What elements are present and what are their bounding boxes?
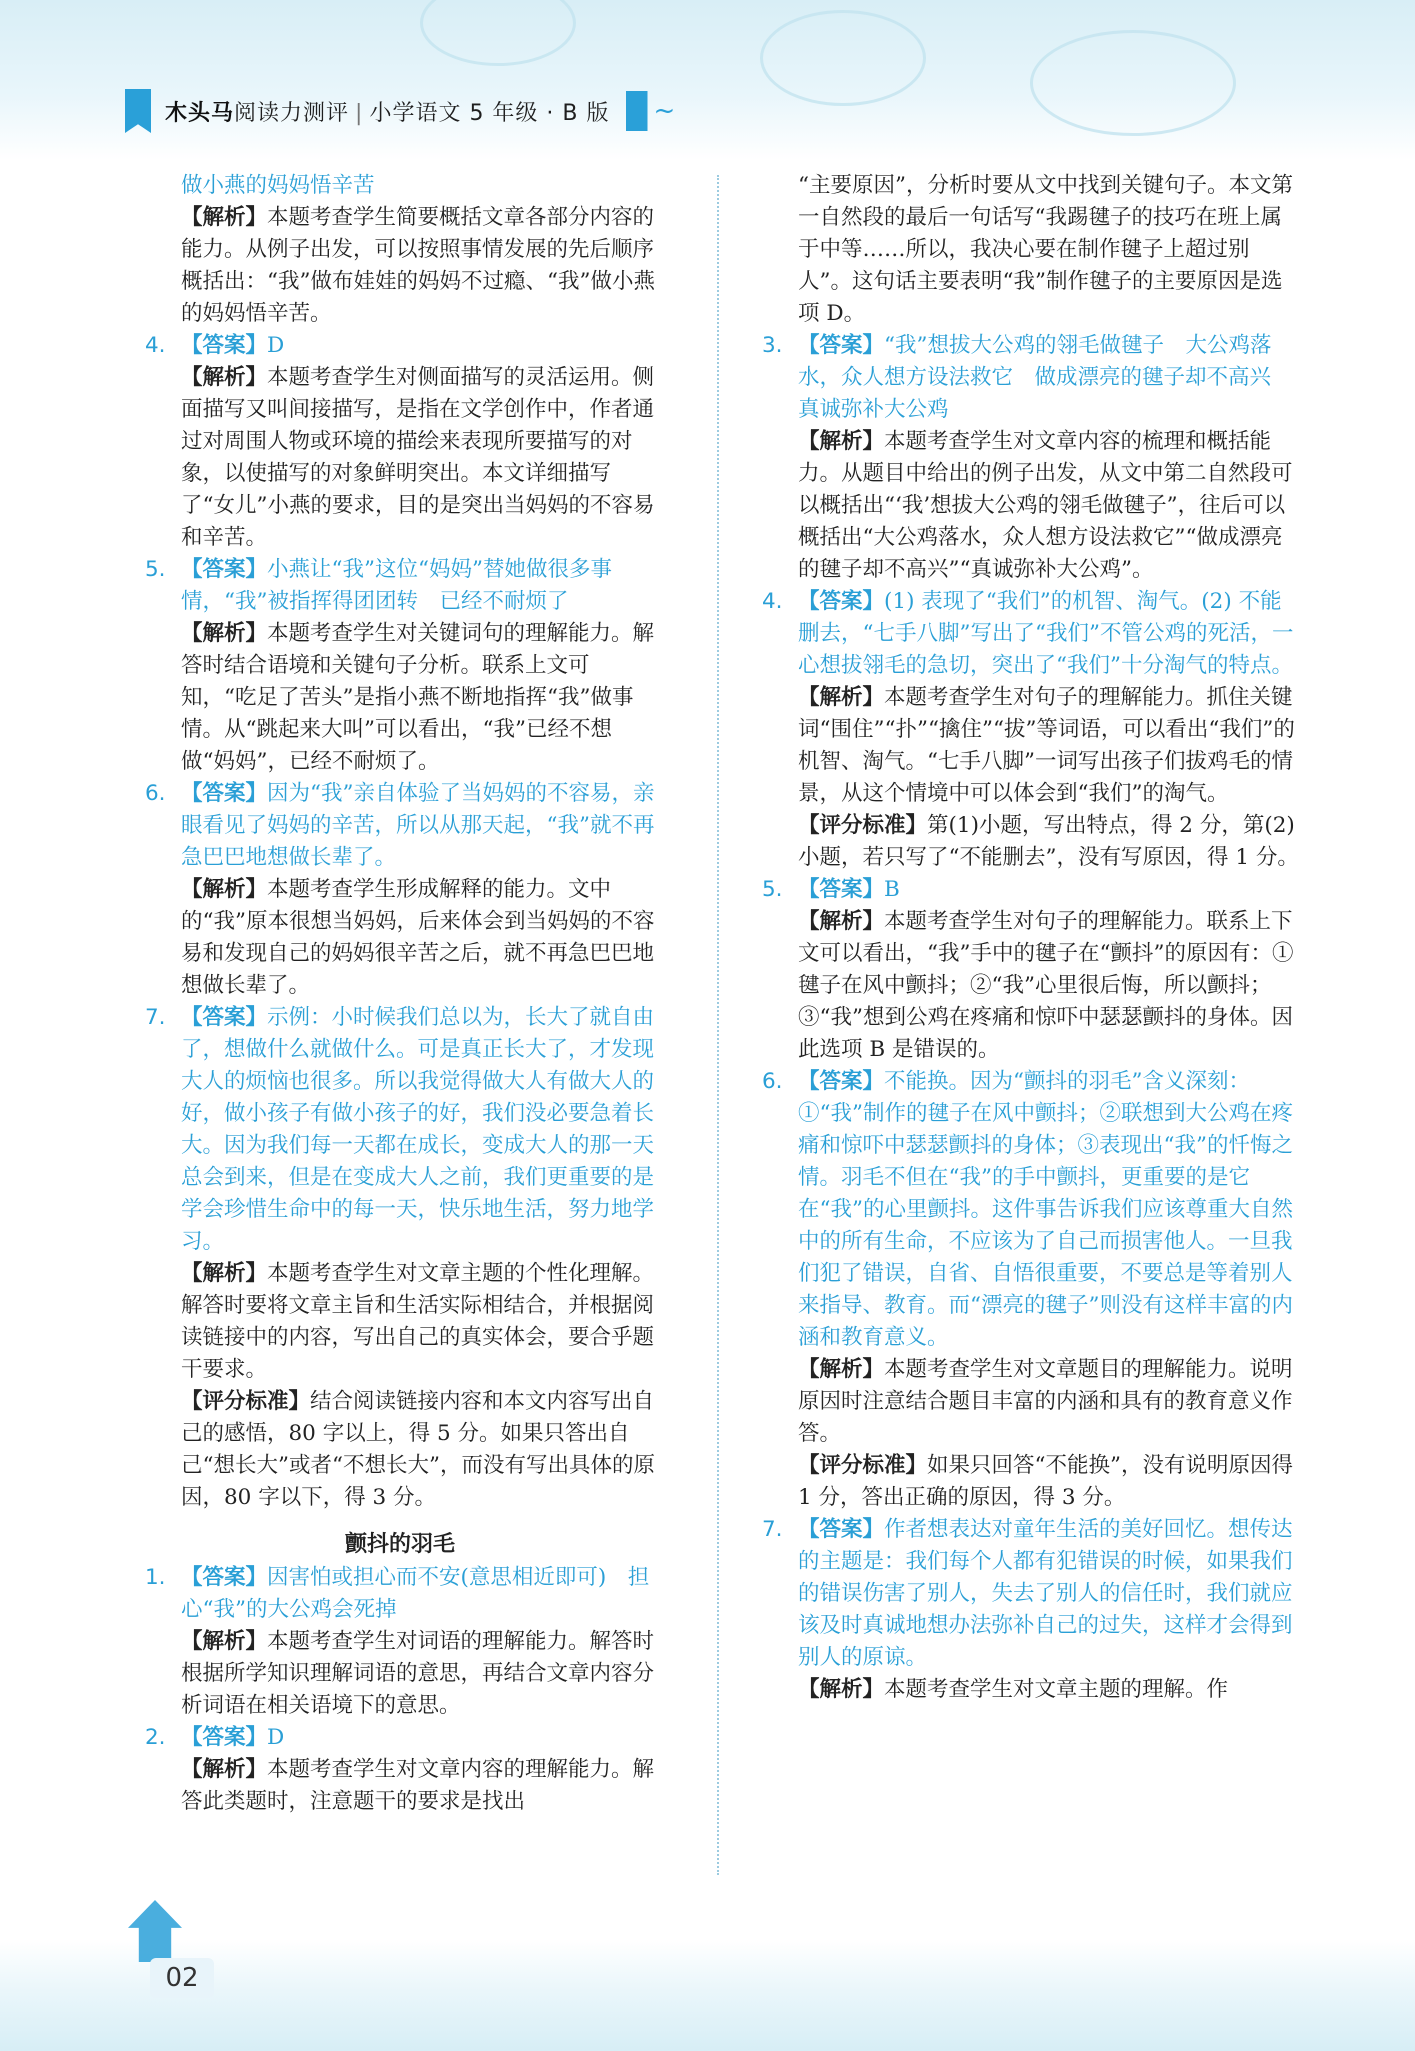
question-number: 2. xyxy=(145,1725,166,1750)
answer-text: 示例：小时候我们总以为，长大了就自由了，想做什么就做什么。可是真正长大了，才发现大人的烦恼也很多。所以我觉得做大人有做大人的好，做小孩子有做小孩子的好，我们没必要急着长大。因为我们每一天都在成长，变成大人的那一天总会到来，但是在变成大人之前，我们更重要的是学会珍惜生命中的每一天，快乐地生活，努力地学习。 xyxy=(181,1005,655,1254)
analysis-line xyxy=(181,618,655,778)
analysis-line xyxy=(798,1354,1300,1450)
analysis-text: 本题考查学生对词语的理解能力。解答时根据所学知识理解词语的意思，再结合文章内容分析词语在相关语境下的意思。 xyxy=(181,1629,655,1718)
answer-label: 【答案】 xyxy=(798,877,885,902)
analysis-line xyxy=(181,362,655,554)
question-number: 4. xyxy=(762,589,783,614)
header-separator: | xyxy=(355,100,364,126)
question-number: 4. xyxy=(145,333,166,358)
analysis-line xyxy=(798,906,1300,1066)
answer-line xyxy=(181,1562,655,1626)
page-header xyxy=(125,88,725,134)
analysis-line xyxy=(181,874,655,1002)
standard-text: 结合阅读链接内容和本文内容写出自己的感悟，80 字以上，得 5 分。如果只答出自己“想长大”或者“不想长大”，而没有写出具体的原因，80 字以下，得 3 分。 xyxy=(181,1389,655,1510)
analysis-text: 本题考查学生对关键词句的理解能力。解答时结合语境和关键句子分析。联系上文可知，“吃足了苦头”是指小燕不断地指挥“我”做事情。从“跳起来大叫”可以看出，“我”已经不想做“妈妈”，已经不耐烦了。 xyxy=(181,621,655,774)
question-item xyxy=(762,874,1300,1066)
analysis-text: 本题考查学生对文章主题的个性化理解。解答时要将文章主旨和生活实际相结合，并根据阅读链接中的内容，写出自己的真实体会，要合乎题干要求。 xyxy=(181,1261,655,1382)
answer-line xyxy=(798,1066,1300,1354)
answer-text: 作者想表达对童年生活的美好回忆。想传达的主题是：我们每个人都有犯错误的时候，如果我们的错误伤害了别人，失去了别人的信任时，我们就应该及时真诚地想办法弥补自己的过失，这样才会得到别人的原谅。 xyxy=(798,1517,1293,1670)
answer-continuation: 做小燕的妈妈悟辛苦 xyxy=(181,173,375,198)
answer-line xyxy=(181,1722,655,1754)
analysis-label: 【解析】 xyxy=(181,365,268,390)
analysis-label: 【解析】 xyxy=(798,1677,885,1702)
question-number: 3. xyxy=(762,333,783,358)
answer-text: B xyxy=(884,877,900,902)
standard-label: 【评分标准】 xyxy=(798,1453,928,1478)
answer-text: 不能换。因为“颤抖的羽毛”含义深刻：①“我”制作的毽子在风中颤抖；②联想到大公鸡在疼痛和惊吓中瑟瑟颤抖的身体；③表现出“我”的忏悔之情。羽毛不但在“我”的手中颤抖，更重要的是它在“我”的心里颤抖。这件事告诉我们应该尊重大自然中的所有生命，不应该为了自己而损害他人。一旦我们犯了错误，自省、自悟很重要，不要总是等着别人来指导、教育。而“漂亮的毽子”则没有这样丰富的内涵和教育意义。 xyxy=(798,1069,1293,1350)
answer-label: 【答案】 xyxy=(181,1725,268,1750)
analysis-label: 【解析】 xyxy=(798,685,885,710)
page-number: 02 xyxy=(150,1958,214,1998)
analysis-continuation xyxy=(145,202,655,330)
question-number: 7. xyxy=(762,1517,783,1542)
question-number: 6. xyxy=(145,781,166,806)
answer-line xyxy=(798,874,1300,906)
answer-label: 【答案】 xyxy=(181,781,268,806)
header-title xyxy=(165,96,610,127)
left-column xyxy=(145,170,655,1818)
question-number: 5. xyxy=(762,877,783,902)
answer-text: 因为“我”亲自体验了当妈妈的不容易，亲眼看见了妈妈的辛苦，所以从那天起，“我”就不再急巴巴地想做长辈了。 xyxy=(181,781,655,870)
answer-label: 【答案】 xyxy=(181,1565,268,1590)
answer-line xyxy=(181,554,655,618)
question-item xyxy=(762,1066,1300,1514)
answer-label: 【答案】 xyxy=(798,1069,885,1094)
cloud-decoration xyxy=(1030,30,1236,136)
brand-name: 木头马 xyxy=(165,100,235,126)
question-number: 5. xyxy=(145,557,166,582)
standard-label: 【评分标准】 xyxy=(798,813,928,838)
answer-text: D xyxy=(267,333,285,358)
analysis-label: 【解析】 xyxy=(798,429,885,454)
standard-line xyxy=(181,1386,655,1514)
answer-line xyxy=(181,778,655,874)
analysis-continuation: “主要原因”，分析时要从文中找到关键句子。本文第一自然段的最后一句话写“我踢毽子的技巧在班上属于中等……所以，我决心要在制作毽子上超过别人”。这句话主要表明“我”制作毽子的主要原因是选项 D。 xyxy=(798,173,1293,326)
analysis-label: 【解析】 xyxy=(181,621,268,646)
flag-right-icon xyxy=(626,91,648,131)
analysis-text: 本题考查学生对句子的理解能力。抓住关键词“围住”“扑”“擒住”“拔”等词语，可以看出“我们”的机智、淘气。“七手八脚”一词写出孩子们拔鸡毛的情景，从这个情境中可以体会到“我们”的淘气。 xyxy=(798,685,1295,806)
analysis-line xyxy=(798,426,1300,586)
standard-text: 第(1)小题，写出特点，得 2 分，第(2)小题，若只写了“不能删去”，没有写原因，得 1 分。 xyxy=(798,813,1299,870)
question-item xyxy=(762,330,1300,586)
standard-label: 【评分标准】 xyxy=(181,1389,311,1414)
question-item xyxy=(762,1514,1300,1706)
series-name: 阅读力测评 xyxy=(234,100,350,126)
analysis-text: 本题考查学生简要概括文章各部分内容的能力。从例子出发，可以按照事情发展的先后顺序概括出：“我”做布娃娃的妈妈不过瘾、“我”做小燕的妈妈悟辛苦。 xyxy=(181,205,655,326)
cloud-decoration xyxy=(760,10,926,106)
standard-line xyxy=(798,810,1300,874)
question-item xyxy=(145,778,655,1002)
answer-line xyxy=(181,330,655,362)
standard-line xyxy=(798,1450,1300,1514)
right-column xyxy=(762,170,1300,1706)
analysis-label: 【解析】 xyxy=(798,909,885,934)
answer-line xyxy=(798,1514,1300,1674)
analysis-label: 【解析】 xyxy=(181,1629,268,1654)
analysis-text: 本题考查学生对文章内容的梳理和概括能力。从题目中给出的例子出发，从文中第二自然段可以概括出“‘我’想拔大公鸡的翎毛做毽子”，往后可以概括出“大公鸡落水，众人想方设法救它”“做成漂亮的毽子却不高兴”“真诚弥补大公鸡”。 xyxy=(798,429,1293,582)
question-number: 7. xyxy=(145,1005,166,1030)
analysis-text: 本题考查学生对侧面描写的灵活运用。侧面描写又叫间接描写，是指在文学创作中，作者通过对周围人物或环境的描绘来表现所要描写的对象，以使描写的对象鲜明突出。本文详细描写了“女儿”小燕的要求，目的是突出当妈妈的不容易和辛苦。 xyxy=(181,365,655,550)
answer-label: 【答案】 xyxy=(181,333,268,358)
analysis-line xyxy=(181,1754,655,1818)
answer-label: 【答案】 xyxy=(798,1517,885,1542)
header-subtitle: 小学语文 5 年级 · B 版 xyxy=(369,100,610,126)
question-item xyxy=(145,330,655,554)
answer-text: 因害怕或担心而不安(意思相近即可) 担心“我”的大公鸡会死掉 xyxy=(181,1565,650,1622)
answer-label: 【答案】 xyxy=(181,1005,268,1030)
analysis-text: 本题考查学生对文章题目的理解能力。说明原因时注意结合题目丰富的内涵和具有的教育意义作答。 xyxy=(798,1357,1293,1446)
answer-label: 【答案】 xyxy=(798,333,885,358)
question-item xyxy=(762,586,1300,874)
answer-line xyxy=(181,1002,655,1258)
analysis-label: 【解析】 xyxy=(181,1757,268,1782)
answer-line xyxy=(798,586,1300,682)
answer-text: (1) 表现了“我们”的机智、淘气。(2) 不能删去，“七手八脚”写出了“我们”不管公鸡的死活，一心想拔翎毛的急切，突出了“我们”十分淘气的特点。 xyxy=(798,589,1294,678)
header-background xyxy=(0,0,1415,160)
analysis-label: 【解析】 xyxy=(181,205,268,230)
question-item xyxy=(145,1722,655,1818)
flag-icon xyxy=(125,89,151,133)
analysis-text: 本题考查学生对句子的理解能力。联系上下文可以看出，“我”手中的毽子在“颤抖”的原因有：①毽子在风中颤抖；②“我”心里很后悔，所以颤抖；③“我”想到公鸡在疼痛和惊吓中瑟瑟颤抖的身体。因此选项 B 是错误的。 xyxy=(798,909,1294,1062)
answer-text: 小燕让“我”这位“妈妈”替她做很多事情，“我”被指挥得团团转 已经不耐烦了 xyxy=(181,557,612,614)
answer-line xyxy=(798,330,1300,426)
analysis-text: 本题考查学生对文章内容的理解能力。解答此类题时，注意题干的要求是找出 xyxy=(181,1757,655,1814)
question-item xyxy=(145,1562,655,1722)
analysis-text: 本题考查学生对文章主题的理解。作 xyxy=(884,1677,1229,1702)
column-divider xyxy=(717,175,719,1875)
answer-label: 【答案】 xyxy=(798,589,885,614)
analysis-line xyxy=(798,682,1300,810)
answer-text: “我”想拔大公鸡的翎毛做毽子 大公鸡落水，众人想方设法救它 做成漂亮的毽子却不高兴 真诚弥补大公鸡 xyxy=(798,333,1293,422)
section-title: 颤抖的羽毛 xyxy=(344,1531,455,1557)
wave-icon: ~ xyxy=(653,96,676,126)
question-number: 1. xyxy=(145,1565,166,1590)
analysis-line xyxy=(181,1626,655,1722)
cloud-decoration xyxy=(420,0,576,66)
standard-text: 如果只回答“不能换”，没有说明原因得 1 分，答出正确的原因，得 3 分。 xyxy=(798,1453,1294,1510)
analysis-label: 【解析】 xyxy=(181,877,268,902)
question-item xyxy=(145,1002,655,1514)
answer-text: D xyxy=(267,1725,285,1750)
analysis-label: 【解析】 xyxy=(798,1357,885,1382)
analysis-label: 【解析】 xyxy=(181,1261,268,1286)
analysis-line xyxy=(181,1258,655,1386)
analysis-line xyxy=(798,1674,1300,1706)
question-number: 6. xyxy=(762,1069,783,1094)
question-item xyxy=(145,554,655,778)
analysis-text: 本题考查学生形成解释的能力。文中的“我”原本很想当妈妈，后来体会到当妈妈的不容易和发现自己的妈妈很辛苦之后，就不再急巴巴地想做长辈了。 xyxy=(181,877,655,998)
answer-label: 【答案】 xyxy=(181,557,268,582)
